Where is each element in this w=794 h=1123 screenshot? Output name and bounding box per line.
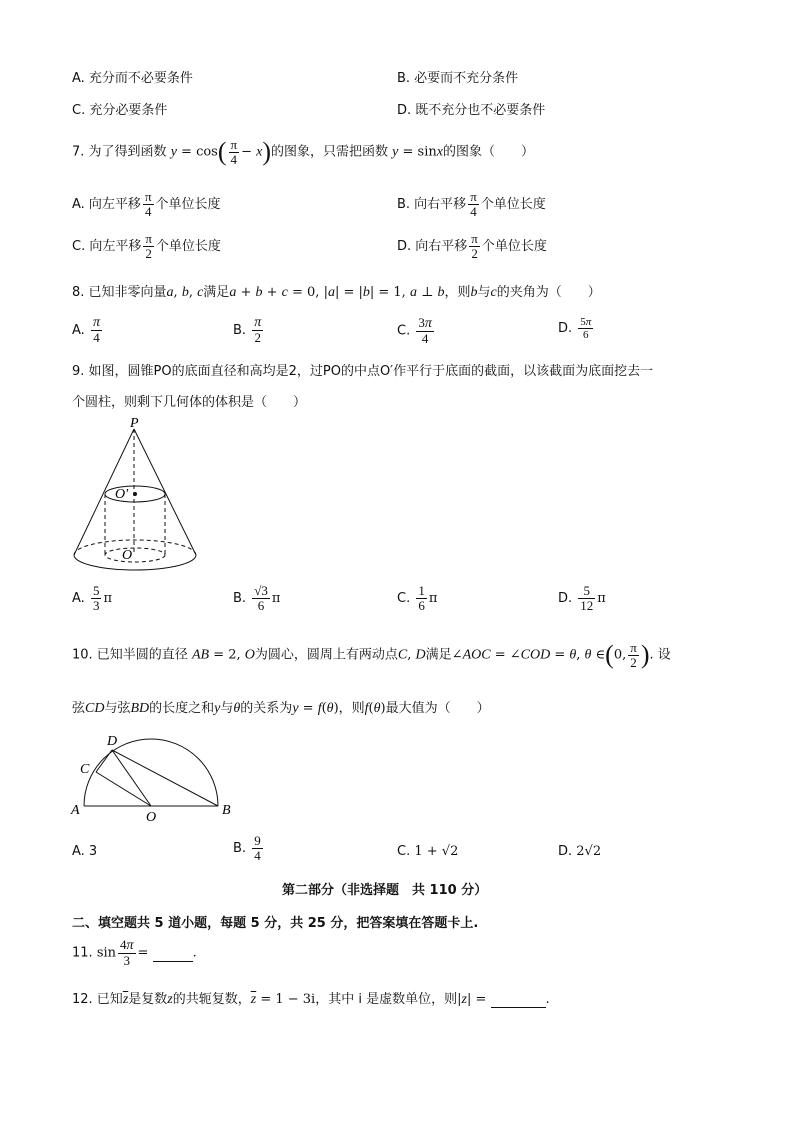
semicircle-figure <box>68 728 248 828</box>
label-P: P <box>130 416 139 431</box>
label-A: A <box>71 803 80 818</box>
q9-option-a: A. $\frac{5}{3}$ π <box>72 583 112 613</box>
q7-option-b: B. 向右平移 $\frac{\pi}{4}$ 个单位长度 <box>397 189 546 219</box>
q8-stem: 8. 已知非零向量a, b, c满足a + b + c = 0, |a| = |b| = 1, a ⊥ b，则b与c的夹角为（ ） <box>72 285 601 300</box>
q8-option-b: B. $\frac{\pi}{2}$ <box>233 315 262 345</box>
q12-answer-blank[interactable] <box>491 992 546 1008</box>
q9-option-d: D. $\frac{5}{12}$ π <box>558 583 606 613</box>
q9-line1: 9. 如图，圆锥PO的底面直径和高均是2，过PO的中点O′作平行于底面的截面，以该截面为底面挖去一 <box>72 364 654 379</box>
q8-option-c: C. $\frac{3\pi}{4}$ <box>397 315 432 346</box>
q9-option-c: C. $\frac{1}{6}$ π <box>397 583 438 613</box>
section-fill-blank: 二、填空题共 5 道小题，每题 5 分，共 25 分，把答案填在答题卡上. <box>72 916 479 931</box>
q7-option-c: C. 向左平移 $\frac{\pi}{2}$ 个单位长度 <box>72 231 221 261</box>
q8-option-a: A. $\frac{\pi}{4}$ <box>72 315 100 345</box>
q11-answer-blank[interactable] <box>153 946 193 962</box>
q6-option-a: A. 充分而不必要条件 <box>72 71 193 86</box>
q10-option-d: D. 2√2 <box>558 844 602 859</box>
part2-title: 第二部分（非选择题 共 110 分） <box>282 883 488 898</box>
q7-stem: 7. 为了得到函数 y = cos( $\frac{\pi}{4}$ − x)的图象，只需把函数 y = sinx的图象（ ） <box>72 136 534 167</box>
q7-option-a: A. 向左平移 $\frac{\pi}{4}$ 个单位长度 <box>72 189 221 219</box>
label-O1: O′ <box>115 487 129 502</box>
q10-line2: 弦CD与弦BD的长度之和y与θ的关系为y = f(θ)，则f(θ)最大值为（ ） <box>72 701 490 716</box>
q6-option-b: B. 必要而不充分条件 <box>397 71 519 86</box>
label-C: C <box>80 762 90 777</box>
q10-option-b: B. $\frac{9}{4}$ <box>233 833 261 863</box>
cone-figure <box>66 415 206 575</box>
q7-option-d: D. 向右平移 $\frac{\pi}{2}$ 个单位长度 <box>397 231 547 261</box>
q12: 12. 已知$\overline{z}$是复数z的共轭复数，$\overline{z} = 1 - 3i$，其中 i 是虚数单位，则|z| = . <box>72 992 550 1007</box>
q11: 11. sin $\frac{4\pi}{3}$ = . <box>72 937 197 968</box>
q8-option-d: D. $\frac{5\pi}{6}$ <box>558 316 592 341</box>
q6-option-d: D. 既不充分也不必要条件 <box>397 103 546 118</box>
q9-option-b: B. $\frac{√3}{6}$ π <box>233 583 281 613</box>
q6-option-c: C. 充分必要条件 <box>72 103 168 118</box>
q9-line2: 个圆柱，则剩下几何体的体积是（ ） <box>72 395 307 410</box>
label-O: O <box>122 548 133 563</box>
label-B: B <box>222 803 231 818</box>
q10-line1: 10. 已知半圆的直径 AB = 2, O为圆心，圆周上有两动点C, D满足∠AOC = ∠COD = θ, θ ∈(0, $\frac{\pi}{2}$ ). 设 <box>72 639 671 670</box>
label-O: O <box>146 810 157 825</box>
q10-option-c: C. 1 + √2 <box>397 844 459 859</box>
label-D: D <box>107 734 118 749</box>
q10-option-a: A. 3 <box>72 844 98 859</box>
